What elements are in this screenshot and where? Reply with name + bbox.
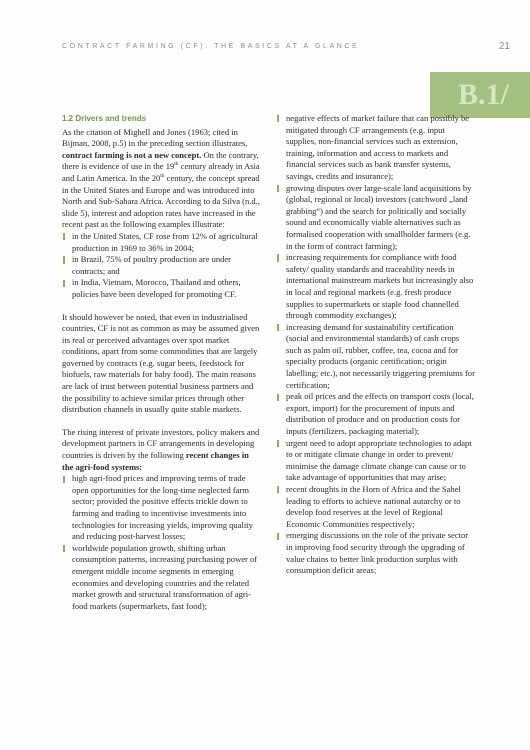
intro-paragraph: As the citation of Mighell and Jones (1963; cited in Bijman, 2008, p.5) in the preceding section illustrates, contract farming is not a new concept. On the contrary, there is evidence of use in the 19th century already in Asia and Latin America. In the 20th century, the concept spread in the United States and Europe and was introduced into North and Sub-Sahara Africa. According to da Silva (n.d., slide 5), interest and adoption rates have increased in the recent past as the following examples illustrate:	[62, 126, 260, 230]
drivers-intro-paragraph: The rising interest of private investors, policy makers and development partners in CF arrangements in developing countries is driven by the following recent changes in the agri-food systems:	[62, 426, 260, 472]
section-heading: 1.2 Drivers and trends	[62, 114, 147, 123]
list-item: increasing demand for sustainability certification (social and environmental standards) of cash crops such as palm oil, rubber, coffee, tea, cocoa and for specialty products (organic certification; origin labelling; etc.), not necessarily triggering premiums for certification;	[276, 322, 476, 392]
list-item: in India, Vietnam, Morocco, Thailand and others, policies have been developed for promoting CF.	[62, 277, 262, 300]
examples-list	[62, 231, 262, 301]
page-number: 21	[498, 41, 510, 52]
list-item: urgent need to adopt appropriate technologies to adapt to or mitigate climate change in order to prevent/ minimise the damage climate change can cause or to take advantage of opportunities that may arise;	[276, 438, 476, 484]
list-item: increasing requirements for compliance with food safety/ quality standards and traceability needs in international mainstream markets but increasingly also in local and regional markets (e.g. fresh produce supplies to supermarkets or staple food channelled through commodity exchanges);	[276, 252, 476, 322]
list-item: peak oil prices and the effects on transport costs (local, export, import) for the procurement of inputs and distribution of produce and on production costs for inputs (fertilizers, packaging material);	[276, 391, 476, 437]
drivers-list	[62, 473, 262, 612]
left-column	[62, 113, 262, 612]
list-item: high agri-food prices and improving terms of trade open opportunities for the long-time neglected farm sector; provided the positive effects trickle down to farming and trading to incentivise investments into technologies for increasing yields, improving quality and reducing post-harvest losses;	[62, 473, 262, 543]
list-item: worldwide population growth, shifting urban consumption patterns, increasing purchasing power of emergent middle income segments in emerging economies and developing countries and the related market growth and structural transformation of agri-food markets (supermarkets, fast food);	[62, 543, 262, 613]
list-item: growing disputes over large-scale land acquisitions by (global, regional or local) investors (catchword „land grabbing“) and the search for politically and socially sound and economically viable alternatives such as formalised cooperation with smallholder farmers (e.g. in the form of contract farming);	[276, 183, 476, 253]
drivers-list-continued	[276, 113, 476, 577]
right-column	[276, 113, 476, 577]
list-item: in the United States, CF rose from 12% of agricultural production in 1969 to 36% in 2004;	[62, 231, 262, 254]
body-paragraph: It should however be noted, that even in industrialised countries, CF is not as common as may be assumed given its real or perceived advantages over spot market conditions, apart from some commodities that are largely governed by contracts (e.g. sugar beets, feedstock for biofuels, raw materials for baby food). The main reasons are lack of trust between potential business partners and the possibility to achieve similar prices through other distribution channels in usually quite stable markets.	[62, 311, 260, 415]
section-tab-label: B.1/	[458, 78, 509, 111]
list-item: in Brazil, 75% of poultry production are under contracts; and	[62, 254, 262, 277]
running-header: CONTRACT FARMING (CF): THE BASICS AT A GLANCE	[62, 43, 360, 50]
list-item: emerging discussions on the role of the private sector in improving food security through the upgrading of value chains to better link production surplus with consumption deficit areas;	[276, 530, 476, 576]
list-item: negative effects of market failure that can possibly be mitigated through CF arrangements (e.g. input supplies, non-financial services such as extension, training, information and access to markets and financial services such as bank transfer systems, savings, credits and insurance);	[276, 113, 476, 183]
section-tab	[430, 72, 530, 118]
list-item: recent droughts in the Horn of Africa and the Sahel leading to efforts to achieve national autarchy or to develop food reserves at the level of Regional Economic Communities respectively;	[276, 484, 476, 530]
